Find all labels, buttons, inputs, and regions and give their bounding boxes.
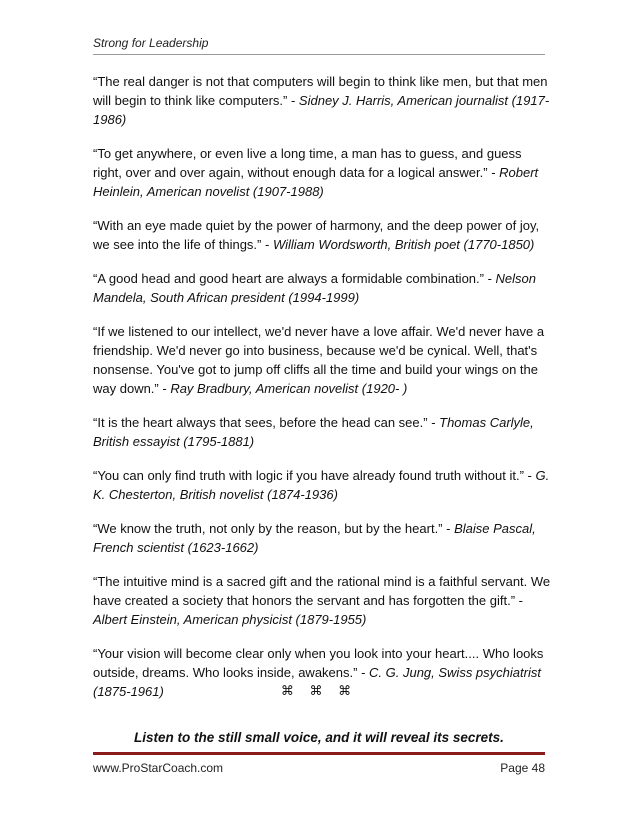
quote-paragraph [93, 466, 553, 504]
quote-text: “With an eye made quiet by the power of harmony, and the deep power of joy, we see into the life of things.” - [93, 218, 540, 252]
quote-attribution: Thomas Carlyle, British essayist (1795-1881) [93, 415, 534, 449]
quote-text: “The intuitive mind is a sacred gift and the rational mind is a faithful servant. We have created a society that honors the servant and has forgotten the gift.” - [93, 574, 551, 608]
quote-attribution: Blaise Pascal, French scientist (1623-1662) [93, 521, 536, 555]
quote-paragraph [93, 322, 553, 398]
quote-attribution: Robert Heinlein, American novelist (1907-1988) [93, 165, 539, 199]
quote-text: “You can only find truth with logic if you have already found truth without it.” - [93, 468, 536, 483]
quote-text: “The real danger is not that computers will begin to think like men, but that men will begin to think like computers.” - [93, 74, 548, 108]
quote-paragraph [93, 519, 553, 557]
quote-paragraph [93, 216, 553, 254]
header-divider [93, 54, 545, 55]
quote-text: “It is the heart always that sees, before the head can see.” - [93, 415, 440, 430]
quote-text: “We know the truth, not only by the reason, but by the heart.” - [93, 521, 455, 536]
quote-paragraph [93, 144, 553, 201]
closing-line: Listen to the still small voice, and it will reveal its secrets. [134, 730, 504, 745]
quote-text: “Your vision will become clear only when you look into your heart.... Who looks outside, dreams. Who looks inside, awakens.” - [93, 646, 544, 680]
quote-paragraph [93, 72, 553, 129]
page-header [93, 35, 545, 51]
quote-attribution: Albert Einstein, American physicist (1879-1955) [93, 612, 367, 627]
section-separator: ⌘ ⌘ ⌘ [280, 683, 358, 698]
quote-attribution: G. K. Chesterton, British novelist (1874-1936) [93, 468, 550, 502]
quote-attribution: Ray Bradbury, American novelist (1920- ) [170, 381, 408, 396]
footer-website: www.ProStarCoach.com [93, 761, 224, 775]
quote-paragraph [93, 413, 553, 451]
quote-text: “To get anywhere, or even live a long time, a man has to guess, and guess right, over and over again, without enough data for a logical answer.” - [93, 146, 522, 180]
footer-page-number: Page 48 [500, 761, 545, 775]
quote-attribution: William Wordsworth, British poet (1770-1850) [272, 237, 535, 252]
quote-paragraph [93, 572, 553, 629]
quote-paragraph [93, 269, 553, 307]
quote-attribution: Sidney J. Harris, American journalist (1917-1986) [93, 93, 550, 127]
quote-text: “If we listened to our intellect, we'd never have a love affair. We'd never have a friendship. We'd never go into business, because we'd be cynical. Well, that's nonsense. You've got to jump off cliffs all the time and build your wings on the way down.” - [93, 324, 545, 396]
quote-attribution: Nelson Mandela, South African president (1994-1999) [93, 271, 536, 305]
quote-text: “A good head and good heart are always a formidable combination.” - [93, 271, 496, 286]
header-title: Strong for Leadership [93, 36, 209, 50]
quote-attribution: C. G. Jung, Swiss psychiatrist (1875-1961) [93, 665, 541, 699]
footer-divider [93, 752, 545, 755]
quotes-list [93, 72, 553, 716]
